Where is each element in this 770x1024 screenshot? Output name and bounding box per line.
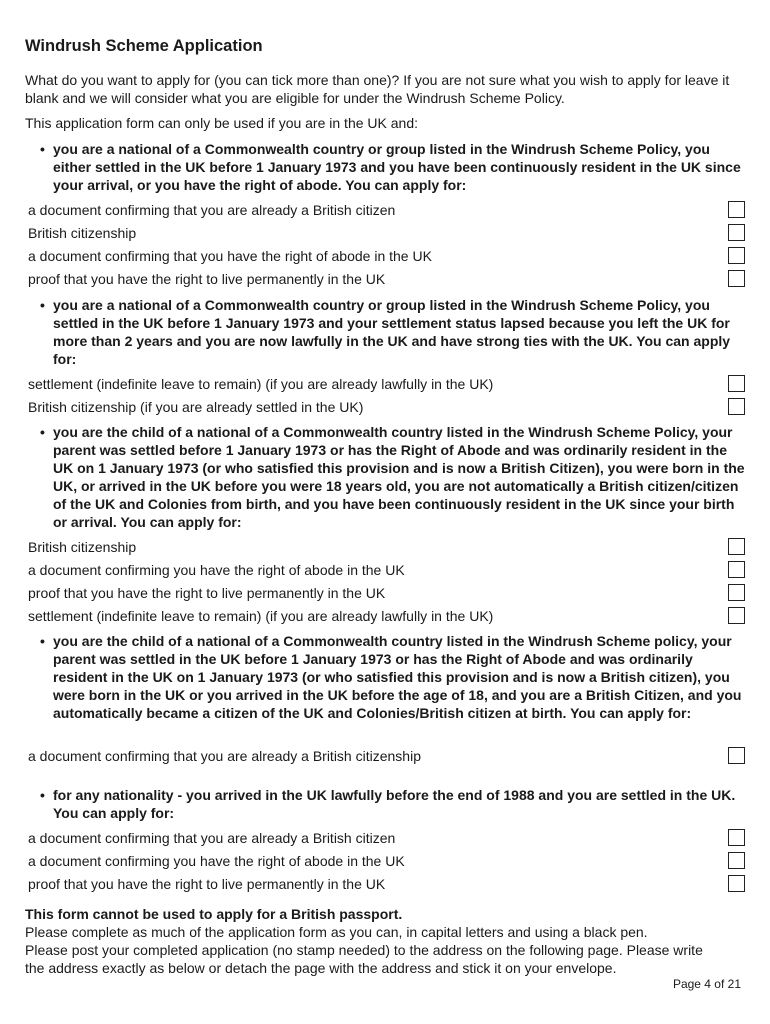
option-label: a document confirming that you have the right of abode in the UK xyxy=(28,248,432,264)
intro-text: What do you want to apply for (you can tick more than one)? If you are not sure what you wish to apply for leave it blank and we will consider what you are eligible for under the Windrush Scheme Policy. xyxy=(25,72,730,106)
option-row xyxy=(28,746,748,766)
option-row xyxy=(28,397,748,417)
passport-notice: This form cannot be used to apply for a British passport. xyxy=(25,906,403,922)
option-row xyxy=(28,200,748,220)
option-row xyxy=(28,269,748,289)
option-row xyxy=(28,374,748,394)
option-row xyxy=(28,851,748,871)
option-checkbox[interactable] xyxy=(728,375,745,392)
option-label: proof that you have the right to live permanently in the UK xyxy=(28,585,386,601)
option-checkbox[interactable] xyxy=(728,875,745,892)
option-checkbox[interactable] xyxy=(728,852,745,869)
option-label: a document confirming that you are already a British citizenship xyxy=(28,748,421,764)
condition-text: This application form can only be used if you are in the UK and: xyxy=(25,115,418,131)
option-row xyxy=(28,246,748,266)
page-number: Page 4 of 21 xyxy=(672,977,741,991)
bullet-dot: • xyxy=(40,633,45,649)
option-label: settlement (indefinite leave to remain) (if you are already lawfully in the UK) xyxy=(28,608,494,624)
option-label: a document confirming you have the right of abode in the UK xyxy=(28,562,405,578)
option-checkbox[interactable] xyxy=(728,747,745,764)
option-checkbox[interactable] xyxy=(728,561,745,578)
option-label: British citizenship xyxy=(28,225,137,241)
option-checkbox[interactable] xyxy=(728,270,745,287)
option-label: British citizenship xyxy=(28,539,137,555)
option-label: proof that you have the right to live permanently in the UK xyxy=(28,271,386,287)
section-3-text: you are the child of a national of a Commonwealth country listed in the Windrush Scheme Policy, your parent was settled before 1 January 1973 or has the Right of Abode and was ordinarily resident in the UK on 1 January 1973 (or who satisfied this provision and is now a British Citizen), you were born in the UK, or arrived in the UK before you were 18 years old, you are not automatically a British citizen/citizen of the UK and Colonies from birth, and you have been continuously resident in the UK since your birth or arrival. You can apply for: xyxy=(53,424,745,530)
option-label: proof that you have the right to live permanently in the UK xyxy=(28,876,386,892)
section-4-bullet xyxy=(40,632,748,722)
option-checkbox[interactable] xyxy=(728,607,745,624)
option-label: British citizenship (if you are already settled in the UK) xyxy=(28,399,364,415)
bullet-dot: • xyxy=(40,424,45,440)
option-label: a document confirming that you are already a British citizen xyxy=(28,202,396,218)
bullet-dot: • xyxy=(40,787,45,803)
option-row xyxy=(28,606,748,626)
instructions-text: Please complete as much of the application form as you can, in capital letters and using a black pen. xyxy=(25,924,648,940)
bullet-dot: • xyxy=(40,141,45,157)
option-row xyxy=(28,560,748,580)
option-row xyxy=(28,828,748,848)
section-4-text: you are the child of a national of a Commonwealth country listed in the Windrush Scheme policy, your parent was settled in the UK before 1 January 1973 or has the Right of Abode and was ordinarily resident in the UK on 1 January 1973 (or who satisfied this provision and is now a British citizen), you were born in the UK or you arrived in the UK before the age of 18, and you are a British Citizen, and you automatically became a citizen of the UK and Colonies/British citizen at birth. You can apply for: xyxy=(53,633,742,721)
option-checkbox[interactable] xyxy=(728,538,745,555)
option-row xyxy=(28,223,748,243)
section-1-bullet xyxy=(40,140,748,194)
section-1-text: you are a national of a Commonwealth country or group listed in the Windrush Scheme Policy, you either settled in the UK before 1 January 1973 and you have been continuously resident in the UK since your arrival, or you have the right of abode. You can apply for: xyxy=(53,141,741,193)
option-checkbox[interactable] xyxy=(728,201,745,218)
option-row xyxy=(28,583,748,603)
option-row xyxy=(28,537,748,557)
option-checkbox[interactable] xyxy=(728,247,745,264)
option-checkbox[interactable] xyxy=(728,584,745,601)
option-checkbox[interactable] xyxy=(728,398,745,415)
option-label: a document confirming that you are already a British citizen xyxy=(28,830,396,846)
option-checkbox[interactable] xyxy=(728,829,745,846)
section-2-text: you are a national of a Commonwealth country or group listed in the Windrush Scheme Policy, you settled in the UK before 1 January 1973 and your settlement status lapsed because you left the UK for more than 2 years and you are now lawfully in the UK and have strong ties with the UK. You can apply for: xyxy=(53,297,731,367)
section-5-bullet xyxy=(40,786,748,822)
option-row xyxy=(28,874,748,894)
bullet-dot: • xyxy=(40,297,45,313)
option-label: settlement (indefinite leave to remain) (if you are already lawfully in the UK) xyxy=(28,376,494,392)
section-3-bullet xyxy=(40,423,748,531)
option-checkbox[interactable] xyxy=(728,224,745,241)
posting-instructions: Please post your completed application (no stamp needed) to the address on the following page. Please write the address exactly as below or detach the page with the address and stick it on your envelope. xyxy=(25,942,703,976)
option-label: a document confirming you have the right of abode in the UK xyxy=(28,853,405,869)
section-2-bullet xyxy=(40,296,748,368)
page-title: Windrush Scheme Application xyxy=(25,37,263,55)
section-5-text: for any nationality - you arrived in the UK lawfully before the end of 1988 and you are settled in the UK. You can apply for: xyxy=(53,787,736,821)
